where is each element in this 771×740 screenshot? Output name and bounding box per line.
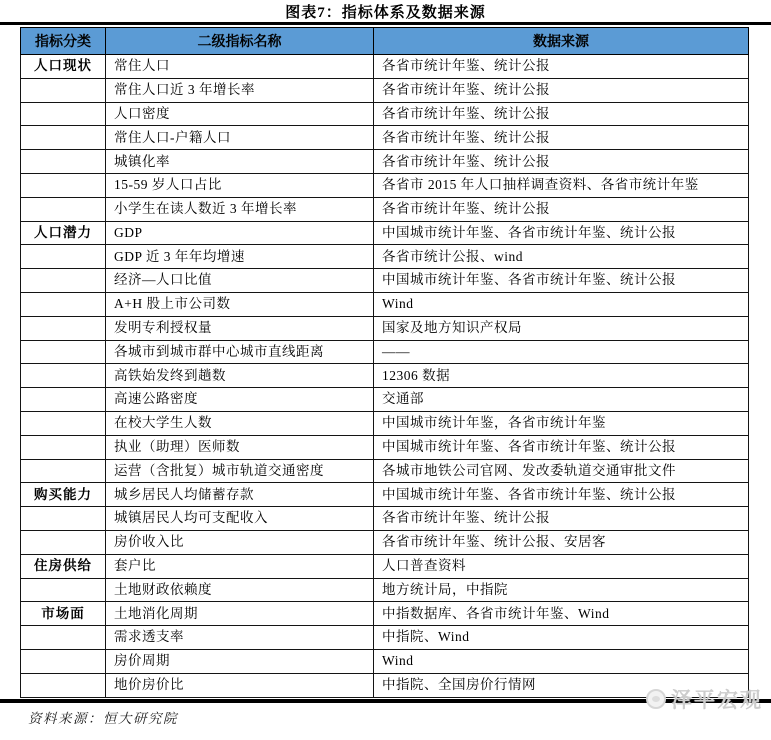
indicator-cell: 常住人口近 3 年增长率	[106, 78, 374, 102]
source-cell: 各省市统计年鉴、统计公报	[374, 150, 749, 174]
table-row	[21, 197, 749, 221]
source-cell: 中指数据库、各省市统计年鉴、Wind	[374, 602, 749, 626]
indicator-cell: A+H 股上市公司数	[106, 292, 374, 316]
table-row	[21, 578, 749, 602]
source-cell: 中指院、Wind	[374, 626, 749, 650]
source-cell: 各省市 2015 年人口抽样调查资料、各省市统计年鉴	[374, 173, 749, 197]
category-cell	[21, 78, 106, 102]
table-row	[21, 507, 749, 531]
indicator-cell: GDP	[106, 221, 374, 245]
category-cell	[21, 292, 106, 316]
indicator-cell: 经济—人口比值	[106, 269, 374, 293]
source-cell: 交通部	[374, 388, 749, 412]
source-cell: 12306 数据	[374, 364, 749, 388]
category-cell	[21, 578, 106, 602]
indicator-cell: 城镇居民人均可支配收入	[106, 507, 374, 531]
indicator-cell: 运营（含批复）城市轨道交通密度	[106, 459, 374, 483]
table-row	[21, 602, 749, 626]
category-cell	[21, 126, 106, 150]
table-row	[21, 316, 749, 340]
source-cell: 中国城市统计年鉴、各省市统计年鉴、统计公报	[374, 221, 749, 245]
indicator-cell: 常住人口-户籍人口	[106, 126, 374, 150]
source-cell: 各省市统计年鉴、统计公报	[374, 55, 749, 79]
source-cell: 中指院、全国房价行情网	[374, 673, 749, 697]
top-divider	[0, 22, 771, 25]
indicator-cell: 在校大学生人数	[106, 411, 374, 435]
category-cell	[21, 102, 106, 126]
indicator-cell: 高速公路密度	[106, 388, 374, 412]
source-cell: 中国城市统计年鉴，各省市统计年鉴	[374, 411, 749, 435]
watermark-text: 泽平宏观	[671, 688, 763, 712]
indicator-cell: GDP 近 3 年年均增速	[106, 245, 374, 269]
table-row	[21, 78, 749, 102]
table-row	[21, 55, 749, 79]
table-body	[21, 55, 749, 698]
category-cell: 人口潜力	[21, 221, 106, 245]
indicator-cell: 各城市到城市群中心城市直线距离	[106, 340, 374, 364]
category-cell	[21, 269, 106, 293]
indicator-cell: 城乡居民人均储蓄存款	[106, 483, 374, 507]
header-source: 数据来源	[374, 28, 749, 55]
table-row	[21, 435, 749, 459]
indicator-cell: 需求透支率	[106, 626, 374, 650]
indicator-cell: 小学生在读人数近 3 年增长率	[106, 197, 374, 221]
table-row	[21, 340, 749, 364]
category-cell	[21, 435, 106, 459]
table-row	[21, 649, 749, 673]
page-title: 图表7：指标体系及数据来源	[285, 5, 486, 21]
table-row	[21, 269, 749, 293]
table-row	[21, 292, 749, 316]
category-cell: 市场面	[21, 602, 106, 626]
indicator-cell: 房价收入比	[106, 530, 374, 554]
category-cell: 购买能力	[21, 483, 106, 507]
table-row	[21, 150, 749, 174]
table-row	[21, 245, 749, 269]
indicator-cell: 房价周期	[106, 649, 374, 673]
indicator-cell: 人口密度	[106, 102, 374, 126]
category-cell	[21, 173, 106, 197]
source-cell: 各省市统计年鉴、统计公报	[374, 102, 749, 126]
source-cell: 各省市统计年鉴、统计公报	[374, 507, 749, 531]
category-cell	[21, 364, 106, 388]
indicator-cell: 发明专利授权量	[106, 316, 374, 340]
watermark	[646, 684, 763, 714]
category-cell	[21, 245, 106, 269]
category-cell	[21, 197, 106, 221]
indicator-table	[20, 27, 749, 698]
category-cell	[21, 459, 106, 483]
indicator-cell: 城镇化率	[106, 150, 374, 174]
header-category: 指标分类	[21, 28, 106, 55]
source-cell: 各省市统计年鉴、统计公报	[374, 197, 749, 221]
indicator-cell: 执业（助理）医师数	[106, 435, 374, 459]
category-cell	[21, 411, 106, 435]
indicator-cell: 15-59 岁人口占比	[106, 173, 374, 197]
source-note: 资料来源：恒大研究院	[28, 711, 178, 726]
table-row	[21, 411, 749, 435]
table-row	[21, 173, 749, 197]
source-cell: 地方统计局，中指院	[374, 578, 749, 602]
category-cell	[21, 340, 106, 364]
source-cell: 中国城市统计年鉴、各省市统计年鉴、统计公报	[374, 269, 749, 293]
source-cell: 各省市统计年鉴、统计公报	[374, 126, 749, 150]
indicator-cell: 高铁始发终到趟数	[106, 364, 374, 388]
table-row	[21, 126, 749, 150]
table-row	[21, 626, 749, 650]
category-cell	[21, 649, 106, 673]
category-cell	[21, 507, 106, 531]
indicator-cell: 土地财政依赖度	[106, 578, 374, 602]
indicator-cell: 地价房价比	[106, 673, 374, 697]
source-cell: 中国城市统计年鉴、各省市统计年鉴、统计公报	[374, 483, 749, 507]
source-cell: Wind	[374, 292, 749, 316]
table-row	[21, 221, 749, 245]
source-cell: 各省市统计公报、wind	[374, 245, 749, 269]
category-cell: 人口现状	[21, 55, 106, 79]
table-header-row	[21, 28, 749, 55]
header-indicator: 二级指标名称	[106, 28, 374, 55]
source-cell: 各省市统计年鉴、统计公报、安居客	[374, 530, 749, 554]
table-row	[21, 388, 749, 412]
source-cell: 人口普查资料	[374, 554, 749, 578]
table-row	[21, 483, 749, 507]
source-cell: 国家及地方知识产权局	[374, 316, 749, 340]
source-cell: ——	[374, 340, 749, 364]
category-cell	[21, 388, 106, 412]
category-cell	[21, 673, 106, 697]
watermark-logo-icon	[646, 689, 666, 709]
table-row	[21, 673, 749, 697]
table-row	[21, 364, 749, 388]
table-row	[21, 459, 749, 483]
category-cell	[21, 530, 106, 554]
indicator-cell: 土地消化周期	[106, 602, 374, 626]
source-cell: 各城市地铁公司官网、发改委轨道交通审批文件	[374, 459, 749, 483]
source-cell: Wind	[374, 649, 749, 673]
indicator-cell: 套户比	[106, 554, 374, 578]
category-cell	[21, 316, 106, 340]
table-row	[21, 102, 749, 126]
category-cell	[21, 150, 106, 174]
source-cell: 中国城市统计年鉴、各省市统计年鉴、统计公报	[374, 435, 749, 459]
category-cell: 住房供给	[21, 554, 106, 578]
indicator-cell: 常住人口	[106, 55, 374, 79]
category-cell	[21, 626, 106, 650]
table-row	[21, 554, 749, 578]
table-row	[21, 530, 749, 554]
source-cell: 各省市统计年鉴、统计公报	[374, 78, 749, 102]
